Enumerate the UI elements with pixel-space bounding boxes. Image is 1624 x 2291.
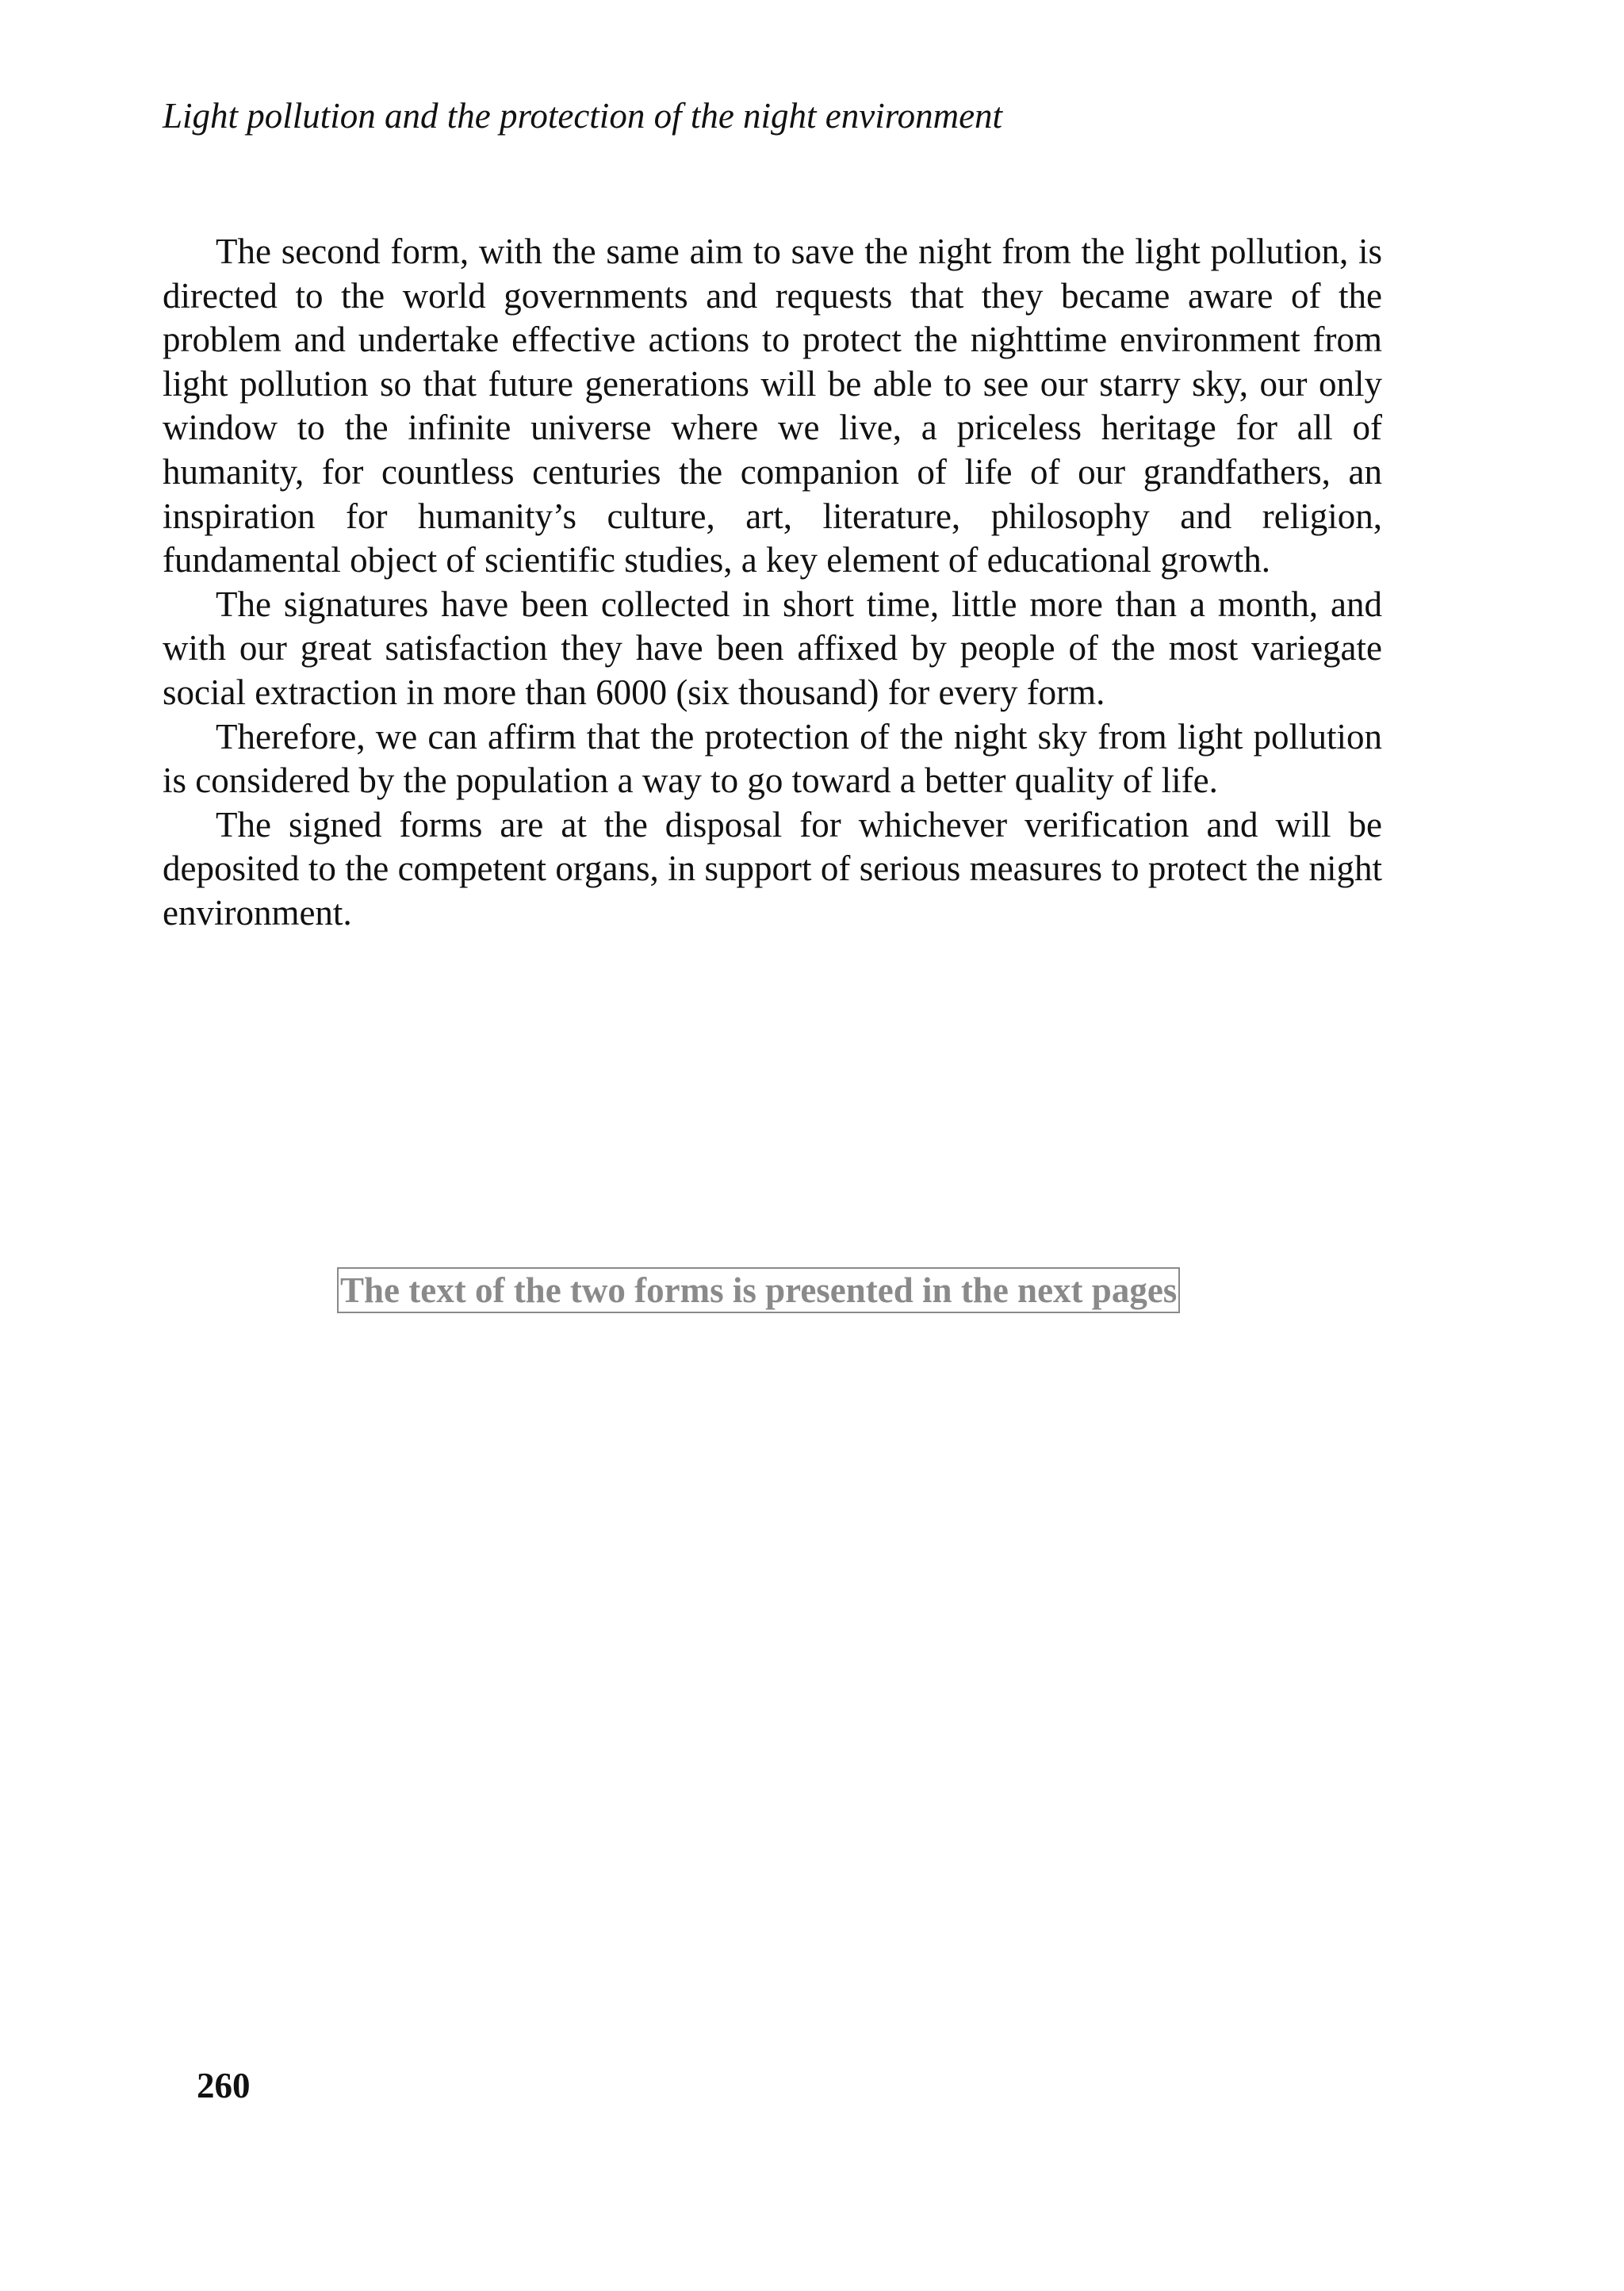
paragraph: The signed forms are at the disposal for whichever verification and will be deposited to the competent organs, in support of serious measures to protect the night environment. — [163, 804, 1382, 933]
paragraph: The second form, with the same aim to save the night from the light pollution, is directed to the world governments and requests that they became aware of the problem and undertake effective actions to protect the nighttime environment from light pollution so that future generations will be able to see our starry sky, our only window to the infinite universe where we live, a priceless heritage for all of humanity, for countless centuries the companion of life of our grandfathers, an inspiration for humanity’s culture, art, literature, philosophy and religion, fundamental object of scientific studies, a key element of educational growth. — [163, 232, 1382, 580]
page-number: 260 — [197, 2066, 251, 2105]
paragraph: The signatures have been collected in short time, little more than a month, and with our great satisfaction they have been affixed by people of the most variegate social extraction in more than 6000 (six thousand) for every form. — [163, 584, 1382, 712]
next-pages-note: The text of the two forms is presented in the next pages — [337, 1267, 1180, 1313]
running-header: Light pollution and the protection of the night environment — [163, 96, 1003, 136]
body-text — [163, 230, 1382, 936]
paragraph: Therefore, we can affirm that the protection of the night sky from light pollution is considered by the population a way to go toward a better quality of life. — [163, 716, 1382, 801]
